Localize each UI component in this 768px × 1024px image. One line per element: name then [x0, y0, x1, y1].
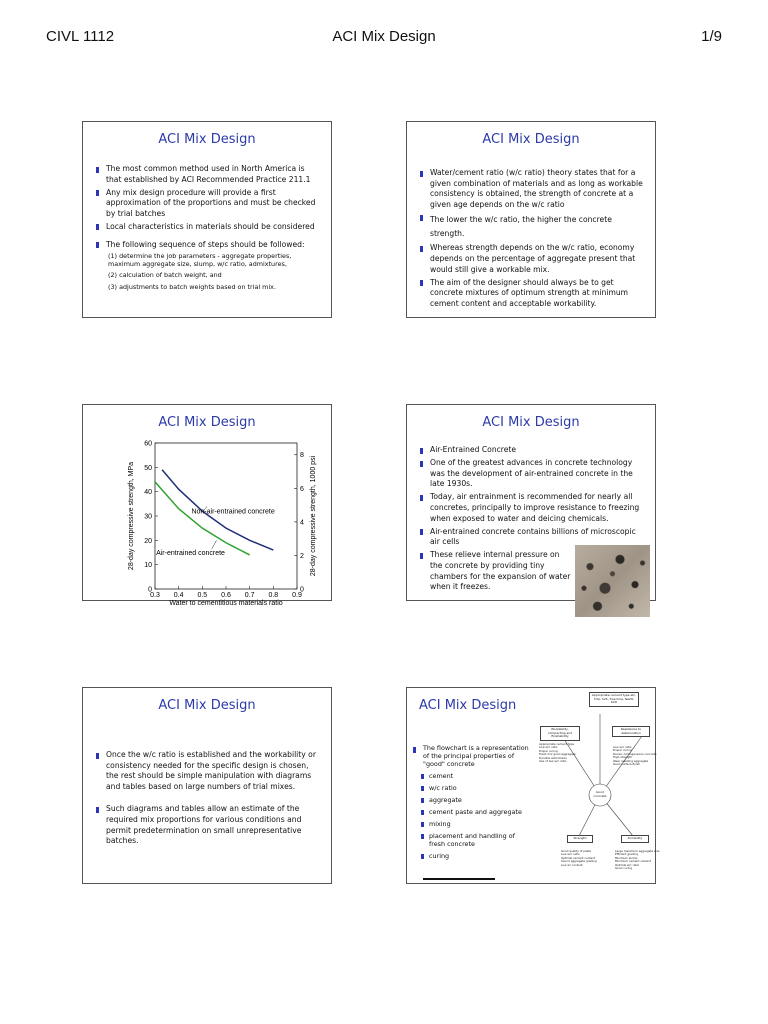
list-item: cement [419, 772, 529, 780]
y-tick-label: 40 [144, 489, 152, 497]
flowchart-strength-box: Strength [567, 835, 593, 843]
y2-tick-label: 2 [300, 552, 304, 560]
page-number: 1/9 [701, 28, 722, 45]
slide-2 [406, 121, 656, 318]
annotation-air-entrained: Air-entrained concrete [156, 549, 225, 557]
x-axis-label: Water to cementitious materials ratio [169, 600, 283, 607]
flowchart-center: Good concrete [593, 790, 607, 798]
flowchart-durability-list: Large maximum aggregate size Efficient grading Minimum slump Minimum cement content Optimal w/c ratio Good curing [615, 849, 660, 871]
y-axis-label: 28-day compressive strength, MPa [128, 461, 135, 571]
list-item: mixing [419, 820, 529, 828]
annotation-arrow [212, 540, 217, 549]
bullet-item: The flowchart is a representation of the principal properties of "good" concrete [411, 744, 529, 768]
plot-frame [155, 443, 297, 589]
slide-1 [82, 121, 332, 318]
series-line-air-entrained [155, 482, 250, 555]
bullet-item: Air-Entrained Concrete [418, 445, 647, 456]
strength-chart [83, 427, 333, 607]
y-tick-label: 60 [144, 440, 152, 448]
x-tick-label: 0.6 [221, 592, 231, 599]
bullet-list [418, 168, 647, 309]
slide-5 [82, 687, 332, 884]
x-tick-label: 0.5 [197, 592, 208, 599]
bullet-item: These relieve internal pressure on the concrete by providing tiny chambers for the expansion of water when it freezes. [418, 550, 573, 592]
slide-title: ACI Mix Design [158, 698, 256, 713]
step-item: (2) calculation of batch weight, and [108, 271, 222, 280]
flowchart-right-list: Low w/c ratio Proper curing Dense, homogeneous concrete High strength Wear resisting aggregate Good surface finish [613, 745, 657, 767]
x-tick-label: 0.7 [244, 592, 255, 599]
y2-axis-label: 28-day compressive strength, 1000 psi [310, 455, 317, 577]
y2-tick-label: 0 [300, 586, 304, 594]
flowchart-top-box: Appropriate cement type etc. C3A, C2S, free lime, Na2O, K2O [589, 692, 639, 707]
flowchart-left-list: Appropriate cement type Low w/c ratio Proper curing Fresh mix good aggregate Durable admixtures Use of low w/c ratio [539, 742, 576, 764]
slide-6 [406, 687, 660, 884]
slide-3 [82, 404, 332, 607]
bullet-item: The following sequence of steps should be followed: [94, 240, 321, 251]
slide-title: ACI Mix Design [482, 415, 580, 430]
course-code: CIVL 1112 [46, 28, 115, 45]
flowchart-durability-box: Durability [621, 835, 649, 843]
air-entrained-concrete-photo [575, 545, 650, 617]
y2-tick-label: 4 [300, 519, 304, 527]
x-tick-label: 0.9 [292, 592, 302, 599]
bullet-item: Air-entrained concrete contains billions of microscopic air cells [418, 527, 647, 548]
page-header [46, 28, 722, 48]
annotation-non-air-entrained: Non-air-entrained concrete [191, 508, 275, 516]
bullet-item: The lower the w/c ratio, the higher the concrete strength. [418, 213, 647, 241]
bullet-item: Local characteristics in materials should be considered [94, 222, 321, 233]
step-item: (3) adjustments to batch weights based on trial mix. [108, 282, 276, 291]
step-item: (1) determine the job parameters - aggregate properties, maximum aggregate size, slump, w/c ratio, admixtures, [108, 251, 292, 269]
slide-title: ACI Mix Design [158, 132, 256, 147]
list-item: cement paste and aggregate [419, 808, 529, 816]
bullet-item: Any mix design procedure will provide a first approximation of the proportions and must be checked by trial batches [94, 188, 321, 220]
y-tick-label: 30 [144, 513, 152, 521]
y2-tick-label: 8 [300, 452, 304, 460]
slide-title: ACI Mix Design [482, 132, 580, 147]
slide-title: ACI Mix Design [158, 415, 256, 430]
slide-title: ACI Mix Design [419, 698, 517, 713]
list-item: placement and handling of fresh concrete [419, 832, 529, 848]
y-tick-label: 0 [148, 586, 152, 594]
bullet-item: Today, air entrainment is recommended for nearly all concretes, principally to improve resistance to freezing when exposed to water and deicing chemicals. [418, 492, 647, 524]
flowchart-strength-list: Good quality of paste Low w/c ratio Optimal cement content Sound aggregate grading Low air content [561, 849, 597, 867]
bullet-list [94, 750, 321, 847]
x-tick-label: 0.3 [150, 592, 160, 599]
list-item: w/c ratio [419, 784, 529, 792]
bullet-item: Such diagrams and tables allow an estimate of the required mix proportions for various conditions and permit predetermination on small unrepresentative batches. [94, 804, 321, 846]
bullet-item: One of the greatest advances in concrete technology was the development of air-entrained concrete in the late 1930s. [418, 458, 647, 490]
list-item: curing [419, 852, 529, 860]
bullet-item: Water/cement ratio (w/c ratio) theory states that for a given combination of materials and as long as workable consistency is obtained, the strength of concrete at a given age depends on the w/c ratio [418, 168, 647, 210]
bullet-item: Whereas strength depends on the w/c ratio, economy depends on the percentage of aggregate present that would still give a workable mix. [418, 243, 647, 275]
slide-4 [406, 404, 656, 601]
x-tick-label: 0.4 [173, 592, 184, 599]
y-tick-label: 50 [144, 464, 152, 472]
x-tick-label: 0.8 [268, 592, 279, 599]
bullet-item: The most common method used in North America is that established by ACI Recommended Practice 211.1 [94, 164, 321, 185]
y-tick-label: 10 [144, 562, 152, 570]
y2-tick-label: 6 [300, 485, 304, 493]
flowchart-right-box: Resistance to deterioration [612, 726, 650, 737]
document-title: ACI Mix Design [332, 28, 436, 45]
y-tick-label: 20 [144, 537, 152, 545]
list-item: aggregate [419, 796, 529, 804]
bullet-item: The aim of the designer should always be to get concrete mixtures of optimum strength at minimum cement content and acceptable workability. [418, 278, 647, 310]
bullet-list [94, 164, 321, 250]
bullet-item: Once the w/c ratio is established and the workability or consistency needed for the specific design is chosen, the rest should be simple manipulation with diagrams and tables based on large numbers of trial mixes. [94, 750, 321, 792]
flowchart-left-box: Workability, compacting and finishability [540, 726, 580, 741]
